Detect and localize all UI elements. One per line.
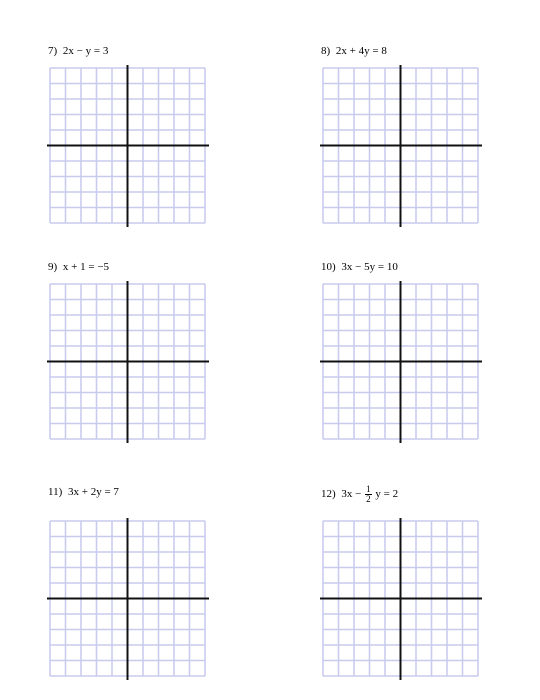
problem-10 [321, 260, 491, 460]
problem-equation: 3x − 5y = 10 [341, 261, 398, 273]
problem-12-label [321, 485, 398, 504]
problem-equation: 3x + 2y = 7 [68, 486, 119, 498]
coordinate-grid [48, 282, 208, 442]
coordinate-grid [48, 66, 208, 226]
problem-12 [321, 485, 491, 685]
problem-equation: x + 1 = −5 [62, 261, 110, 273]
problem-10-label [321, 260, 398, 274]
problem-number: 10) [321, 261, 336, 273]
problem-8 [321, 44, 491, 244]
problem-11-label [48, 485, 119, 499]
fraction-one-half [365, 485, 372, 504]
problem-equation: 2x − y = 3 [62, 45, 109, 57]
coordinate-grid [48, 519, 208, 679]
problem-8-label [321, 44, 387, 58]
coordinate-grid [321, 282, 481, 442]
problem-number: 9) [48, 261, 58, 273]
equation-part: 3x − [341, 488, 362, 501]
problem-9 [48, 260, 218, 460]
problem-7-label [48, 44, 108, 58]
problem-number: 7) [48, 45, 58, 57]
problem-7 [48, 44, 218, 244]
fraction-numerator: 1 [366, 484, 371, 494]
problem-11 [48, 485, 218, 685]
problem-number: 8) [321, 45, 331, 57]
equation-part: y = 2 [375, 488, 399, 501]
problem-9-label [48, 260, 109, 274]
fraction-denominator: 2 [366, 494, 371, 504]
coordinate-grid [321, 519, 481, 679]
coordinate-grid [321, 66, 481, 226]
problem-number: 12) [321, 488, 336, 501]
problem-equation [341, 484, 399, 504]
problem-equation: 2x + 4y = 8 [335, 45, 387, 57]
problem-number: 11) [48, 486, 63, 498]
